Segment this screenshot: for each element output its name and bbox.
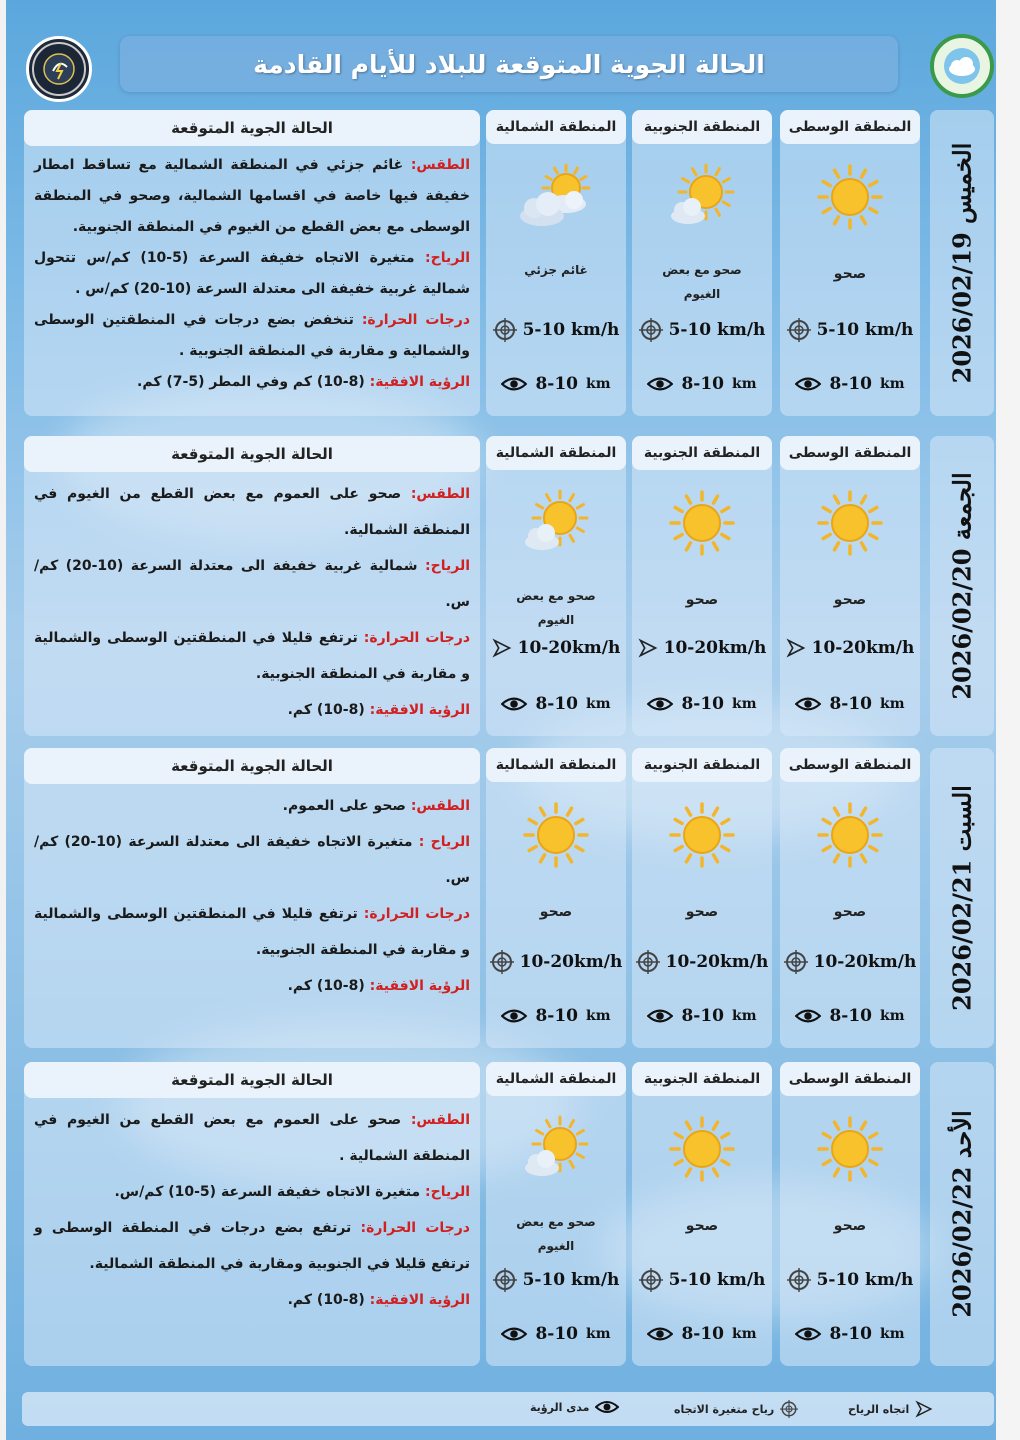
wind-label: الرياح : xyxy=(418,834,471,850)
region-heading: المنطقة الوسطى xyxy=(780,1062,920,1096)
legend-wind-direction-label: اتجاه الرياح xyxy=(848,1402,910,1416)
eye-icon xyxy=(595,1400,619,1414)
forecast-text-panel xyxy=(24,110,480,416)
sun-cloud-icon xyxy=(518,1114,594,1184)
wind-paragraph xyxy=(34,243,470,305)
wind-speed-value: 5-10 km/h xyxy=(522,1270,620,1290)
region-column xyxy=(486,436,626,736)
wind-direction-icon xyxy=(638,638,658,658)
wind-paragraph xyxy=(34,548,470,620)
wind-paragraph xyxy=(34,1174,470,1210)
condition-text: صحو مع بعض الغيوم xyxy=(516,589,596,627)
variable-wind-icon xyxy=(787,1268,811,1292)
weather-label: الطقس: xyxy=(410,157,470,173)
visibility-range xyxy=(632,1006,772,1026)
visibility-text: (8-10) كم. xyxy=(287,1292,370,1308)
region-column xyxy=(780,1062,920,1366)
legend-variable-wind xyxy=(674,1400,798,1418)
sun-icon xyxy=(667,1114,737,1184)
region-heading: المنطقة الوسطى xyxy=(780,748,920,782)
region-column xyxy=(632,110,772,416)
wind-speed xyxy=(486,950,626,974)
wind-label: الرياح: xyxy=(425,250,470,266)
visibility-value: 8-10 xyxy=(681,374,725,394)
condition-text: صحو مع بعض الغيوم xyxy=(662,263,742,301)
visibility-label: الرؤية الافقية: xyxy=(369,1292,470,1308)
visibility-value: 8-10 xyxy=(829,694,873,714)
temperature-text: ترتفع قليلا في المنطقتين الوسطى والشمالية و مقاربة في المنطقة الجنوبية. xyxy=(34,906,470,958)
visibility-range xyxy=(486,694,626,714)
weather-label: الطقس: xyxy=(410,798,470,814)
weather-icon-wrap xyxy=(664,162,740,236)
visibility-value: 8-10 xyxy=(535,1006,579,1026)
visibility-unit: km xyxy=(880,376,905,392)
condition-text: صحو xyxy=(685,1218,719,1234)
forecast-panel-heading: الحالة الجوية المتوقعة xyxy=(24,748,480,784)
visibility-label: الرؤية الافقية: xyxy=(369,374,470,390)
visibility-text: (8-10) كم. xyxy=(287,702,370,718)
visibility-range xyxy=(780,1006,920,1026)
legend-visibility-label: مدى الرؤية xyxy=(530,1400,590,1414)
visibility-unit: km xyxy=(586,1008,611,1024)
visibility-value: 8-10 xyxy=(535,694,579,714)
forecast-text-panel xyxy=(24,436,480,736)
legend-variable-wind-label: رياح متغيرة الاتجاه xyxy=(674,1402,775,1416)
wind-speed-value: 10-20km/h xyxy=(811,638,915,658)
temperature-text: ترتفع بضع درجات في المنطقة الوسطى و ترتفع قليلا في الجنوبية ومقاربة في المنطقة الشمالية. xyxy=(34,1220,470,1272)
wind-speed-value: 10-20km/h xyxy=(517,638,621,658)
eye-icon xyxy=(795,376,821,392)
sun-cloud-icon xyxy=(664,162,740,232)
wind-direction-icon xyxy=(786,638,806,658)
forecast-text xyxy=(34,788,470,1004)
legend-visibility xyxy=(530,1400,619,1414)
visibility-label: الرؤية الافقية: xyxy=(369,978,470,994)
region-column xyxy=(780,110,920,416)
visibility-unit: km xyxy=(732,376,757,392)
wind-speed xyxy=(486,1268,626,1292)
visibility-unit: km xyxy=(732,1008,757,1024)
condition-text: صحو xyxy=(539,904,573,920)
day-forecast-block xyxy=(20,748,1000,1048)
forecast-text-panel xyxy=(24,1062,480,1366)
date-panel xyxy=(930,1062,994,1366)
visibility-value: 8-10 xyxy=(829,1006,873,1026)
region-heading: المنطقة الجنوبية xyxy=(632,1062,772,1096)
visibility-unit: km xyxy=(586,1326,611,1342)
eye-icon xyxy=(501,696,527,712)
region-column xyxy=(632,1062,772,1366)
temperature-text: تنخفض بضع درجات في المنطقتين الوسطى والشمالية و مقاربة في المنطقة الجنوبية . xyxy=(34,312,470,359)
visibility-unit: km xyxy=(880,696,905,712)
wind-speed-value: 5-10 km/h xyxy=(668,1270,766,1290)
visibility-value: 8-10 xyxy=(829,1324,873,1344)
forecast-panel-heading: الحالة الجوية المتوقعة xyxy=(24,1062,480,1098)
visibility-unit: km xyxy=(732,1326,757,1342)
variable-wind-icon xyxy=(636,950,660,974)
sun-icon xyxy=(667,800,737,870)
visibility-unit: km xyxy=(586,376,611,392)
temperature-paragraph xyxy=(34,896,470,968)
visibility-range xyxy=(780,694,920,714)
wind-speed xyxy=(632,638,772,658)
region-heading: المنطقة الجنوبية xyxy=(632,748,772,782)
visibility-value: 8-10 xyxy=(535,374,579,394)
visibility-paragraph xyxy=(34,1282,470,1318)
condition-text: صحو xyxy=(685,592,719,608)
wind-paragraph xyxy=(34,824,470,896)
weather-icon-wrap xyxy=(667,488,737,562)
sun-icon xyxy=(667,488,737,558)
region-heading: المنطقة الشمالية xyxy=(486,436,626,470)
forecast-panel-heading: الحالة الجوية المتوقعة xyxy=(24,110,480,146)
wind-text: متغيرة الاتجاه خفيفة السرعة (5-10) كم/س تتحول شمالية غربية خفيفة الى معتدلة السرعة (10-20) كم/س . xyxy=(34,250,470,297)
wind-speed xyxy=(780,950,920,974)
day-forecast-block xyxy=(20,436,1000,736)
visibility-unit: km xyxy=(880,1326,905,1342)
wind-direction-icon xyxy=(915,1400,933,1418)
region-column xyxy=(632,748,772,1048)
wind-speed xyxy=(632,950,772,974)
temperature-label: درجات الحرارة: xyxy=(363,906,471,922)
wind-speed-value: 10-20km/h xyxy=(663,638,767,658)
visibility-paragraph xyxy=(34,692,470,728)
region-column xyxy=(486,1062,626,1366)
wind-label: الرياح: xyxy=(425,1184,470,1200)
eye-icon xyxy=(647,1326,673,1342)
sun-icon xyxy=(815,488,885,558)
visibility-range xyxy=(780,374,920,394)
visibility-unit: km xyxy=(880,1008,905,1024)
eye-icon xyxy=(795,696,821,712)
page-title: الحالة الجوية المتوقعة للبلاد للأيام القادمة xyxy=(253,49,765,79)
weather-icon-wrap xyxy=(815,488,885,562)
variable-wind-icon xyxy=(787,318,811,342)
weather-icon-wrap xyxy=(518,488,594,562)
weather-paragraph xyxy=(34,150,470,243)
visibility-value: 8-10 xyxy=(535,1324,579,1344)
visibility-value: 8-10 xyxy=(681,1006,725,1026)
temperature-label: درجات الحرارة: xyxy=(360,1220,470,1236)
legend-wind-direction xyxy=(848,1400,933,1418)
weather-icon-wrap xyxy=(521,800,591,874)
wind-speed xyxy=(486,318,626,342)
condition-text: صحو مع بعض الغيوم xyxy=(516,1215,596,1253)
wind-speed xyxy=(780,1268,920,1292)
variable-wind-icon xyxy=(639,318,663,342)
temperature-paragraph xyxy=(34,305,470,367)
legend-bar xyxy=(22,1392,994,1426)
region-column xyxy=(486,110,626,416)
date-panel xyxy=(930,110,994,416)
region-column xyxy=(632,436,772,736)
wind-direction-icon xyxy=(492,638,512,658)
wind-speed-value: 10-20km/h xyxy=(519,952,623,972)
ministry-logo xyxy=(930,34,994,98)
day-forecast-block xyxy=(20,110,1000,416)
wind-speed-value: 5-10 km/h xyxy=(522,320,620,340)
weather-icon-wrap xyxy=(514,162,598,238)
meteorology-logo xyxy=(26,36,92,102)
forecast-text xyxy=(34,476,470,728)
visibility-value: 8-10 xyxy=(681,1324,725,1344)
weather-icon-wrap xyxy=(667,1114,737,1188)
day-date: الجمعة 2026/02/20 xyxy=(947,472,977,700)
wind-text: متغيرة الاتجاه خفيفة السرعة (5-10) كم/س. xyxy=(114,1184,426,1200)
forecast-text-panel xyxy=(24,748,480,1048)
region-heading: المنطقة الوسطى xyxy=(780,110,920,144)
visibility-paragraph xyxy=(34,367,470,398)
weather-icon-wrap xyxy=(518,1114,594,1188)
page-header xyxy=(120,36,898,92)
variable-wind-icon xyxy=(784,950,808,974)
eye-icon xyxy=(795,1008,821,1024)
wind-text: متغيرة الاتجاه خفيفة الى معتدلة السرعة (10-20) كم/س. xyxy=(34,834,470,886)
eye-icon xyxy=(795,1326,821,1342)
region-column xyxy=(780,748,920,1048)
temperature-label: درجات الحرارة: xyxy=(361,312,471,328)
wind-speed xyxy=(780,318,920,342)
region-heading: المنطقة الوسطى xyxy=(780,436,920,470)
visibility-range xyxy=(486,1324,626,1344)
eye-icon xyxy=(647,1008,673,1024)
visibility-text: (8-10) كم وفي المطر (5-7) كم. xyxy=(137,374,370,390)
weather-icon-wrap xyxy=(815,162,885,236)
visibility-range xyxy=(632,1324,772,1344)
sun-icon xyxy=(815,162,885,232)
visibility-range xyxy=(486,374,626,394)
page-edge xyxy=(0,0,6,1440)
temperature-paragraph xyxy=(34,620,470,692)
visibility-unit: km xyxy=(732,696,757,712)
visibility-label: الرؤية الافقية: xyxy=(369,702,470,718)
forecast-text xyxy=(34,150,470,398)
weather-text: صحو على العموم. xyxy=(282,798,411,814)
variable-wind-icon xyxy=(490,950,514,974)
visibility-value: 8-10 xyxy=(681,694,725,714)
visibility-range xyxy=(780,1324,920,1344)
weather-paragraph xyxy=(34,788,470,824)
wind-speed-value: 5-10 km/h xyxy=(816,320,914,340)
forecast-panel-heading: الحالة الجوية المتوقعة xyxy=(24,436,480,472)
region-column xyxy=(486,748,626,1048)
region-heading: المنطقة الشمالية xyxy=(486,110,626,144)
date-panel xyxy=(930,436,994,736)
wind-speed-value: 10-20km/h xyxy=(665,952,769,972)
wind-speed-value: 5-10 km/h xyxy=(816,1270,914,1290)
day-date: الأحد 2026/02/22 xyxy=(947,1110,977,1318)
region-heading: المنطقة الشمالية xyxy=(486,1062,626,1096)
sun-cloud-icon xyxy=(518,488,594,558)
condition-text: صحو xyxy=(685,904,719,920)
variable-wind-icon xyxy=(780,1400,798,1418)
region-column xyxy=(780,436,920,736)
wind-label: الرياح: xyxy=(425,558,470,574)
temperature-paragraph xyxy=(34,1210,470,1282)
weather-icon-wrap xyxy=(815,800,885,874)
region-heading: المنطقة الجنوبية xyxy=(632,110,772,144)
eye-icon xyxy=(647,696,673,712)
weather-text: صحو على العموم مع بعض القطع من الغيوم في المنطقة الشمالية . xyxy=(34,1112,470,1164)
region-heading: المنطقة الشمالية xyxy=(486,748,626,782)
condition-text: صحو xyxy=(833,1218,867,1234)
weather-icon-wrap xyxy=(667,800,737,874)
condition-text: صحو xyxy=(833,904,867,920)
temperature-label: درجات الحرارة: xyxy=(363,630,471,646)
wind-speed xyxy=(486,638,626,658)
forecast-text xyxy=(34,1102,470,1318)
visibility-text: (8-10) كم. xyxy=(287,978,370,994)
eye-icon xyxy=(501,1326,527,1342)
day-forecast-block xyxy=(20,1062,1000,1366)
weather-paragraph xyxy=(34,1102,470,1174)
temperature-text: ترتفع قليلا في المنطقتين الوسطى والشمالية و مقاربة في المنطقة الجنوبية. xyxy=(34,630,470,682)
sun-icon xyxy=(815,1114,885,1184)
wind-speed xyxy=(632,318,772,342)
visibility-unit: km xyxy=(586,696,611,712)
eye-icon xyxy=(647,376,673,392)
partly-cloudy-icon xyxy=(514,162,598,234)
wind-speed xyxy=(632,1268,772,1292)
eye-icon xyxy=(501,1008,527,1024)
wind-speed-value: 10-20km/h xyxy=(813,952,917,972)
weather-paragraph xyxy=(34,476,470,548)
visibility-range xyxy=(486,1006,626,1026)
weather-label: الطقس: xyxy=(410,486,470,502)
weather-text: غائم جزئي في المنطقة الشمالية مع تساقط امطار خفيفة فيها خاصة في اقسامها الشمالية، وصحو في المنطقة الوسطى مع بعض القطع من الغيوم في المنطقة الجنوبية. xyxy=(34,157,470,235)
wind-speed-value: 5-10 km/h xyxy=(668,320,766,340)
region-heading: المنطقة الجنوبية xyxy=(632,436,772,470)
sun-icon xyxy=(521,800,591,870)
weather-text: صحو على العموم مع بعض القطع من الغيوم في المنطقة الشمالية. xyxy=(34,486,470,538)
visibility-value: 8-10 xyxy=(829,374,873,394)
eye-icon xyxy=(501,376,527,392)
variable-wind-icon xyxy=(639,1268,663,1292)
weather-icon-wrap xyxy=(815,1114,885,1188)
wind-text: شمالية غربية خفيفة الى معتدلة السرعة (10-20) كم/س. xyxy=(34,558,470,610)
visibility-range xyxy=(632,694,772,714)
day-date: السبت 2026/02/21 xyxy=(947,785,977,1011)
condition-text: صحو xyxy=(833,592,867,608)
variable-wind-icon xyxy=(493,1268,517,1292)
visibility-range xyxy=(632,374,772,394)
date-panel xyxy=(930,748,994,1048)
variable-wind-icon xyxy=(493,318,517,342)
sun-icon xyxy=(815,800,885,870)
visibility-paragraph xyxy=(34,968,470,1004)
condition-text: غائم جزئي xyxy=(524,263,588,277)
day-date: الخميس 2026/02/19 xyxy=(947,142,977,384)
page-edge xyxy=(996,0,1020,1440)
condition-text: صحو xyxy=(833,266,867,282)
wind-speed xyxy=(780,638,920,658)
weather-label: الطقس: xyxy=(410,1112,470,1128)
